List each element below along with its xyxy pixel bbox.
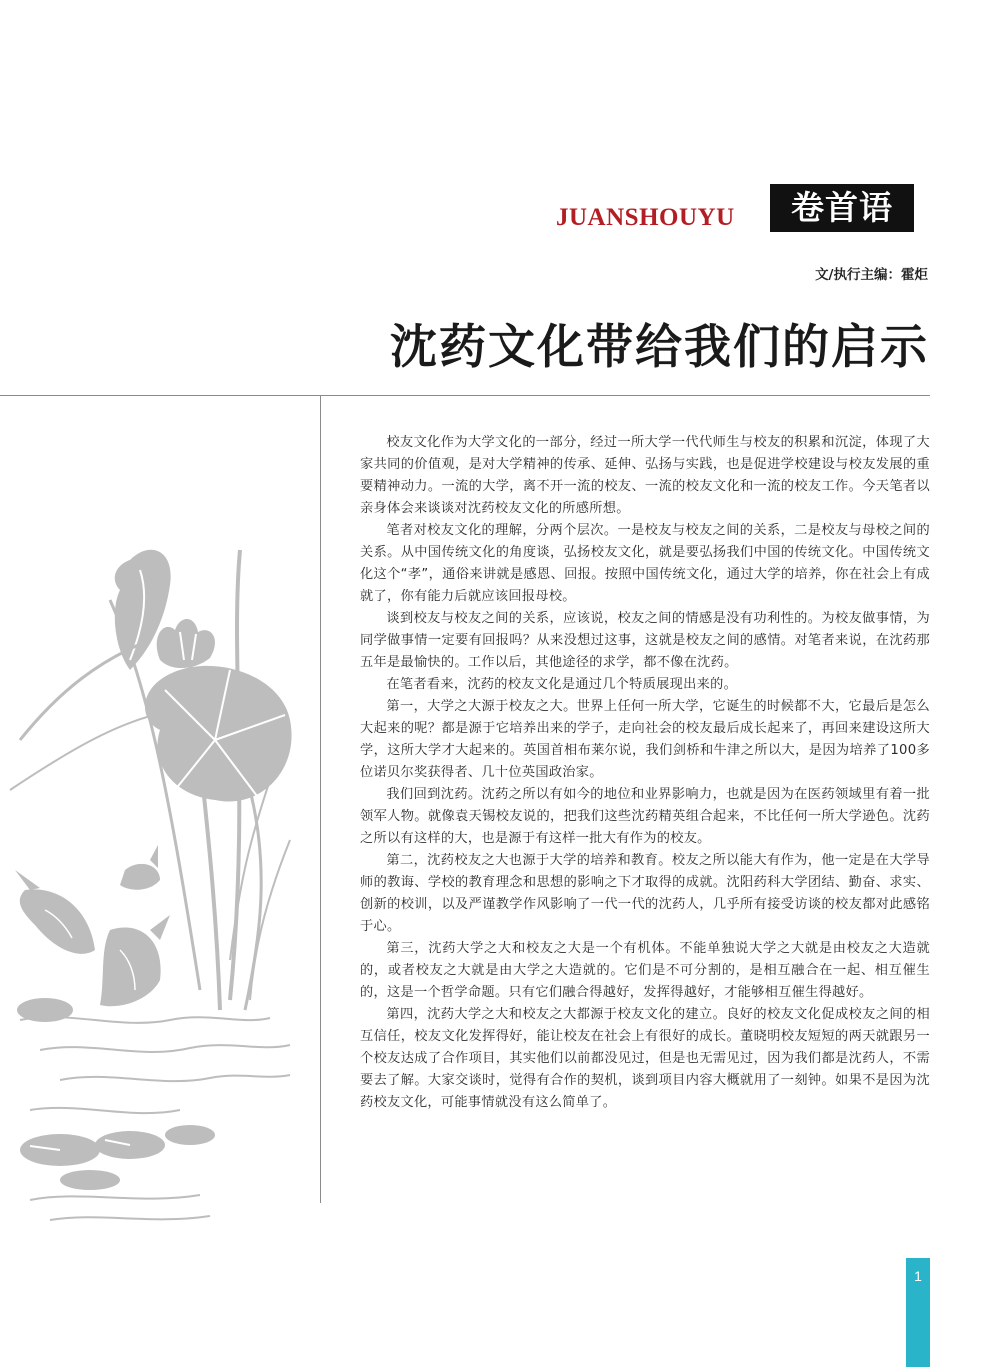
article-body xyxy=(360,432,930,1114)
paragraph-1: 校友文化作为大学文化的一部分，经过一所大学一代代师生与校友的积累和沉淀，体现了大家共同的价值观，是对大学精神的传承、延伸、弘扬与实践，也是促进学校建设与校友发展的重要精神动力。一流的大学，离不开一流的校友、一流的校友文化和一流的校友工作。今天笔者以亲身体会来谈谈对沈药校友文化的所感所想。 xyxy=(360,435,930,516)
paragraph-3: 谈到校友与校友之间的关系，应该说，校友之间的情感是没有功利性的。为校友做事情，为同学做事情一定要有回报吗？从来没想过这事，这就是校友之间的感情。对笔者来说，在沈药那五年是最愉快的。工作以后，其他途径的求学，都不像在沈药。 xyxy=(360,611,930,670)
paragraph-7: 第二，沈药校友之大也源于大学的培养和教育。校友之所以能大有作为，他一定是在大学导师的教诲、学校的教育理念和思想的影响之下才取得的成就。沈阳药科大学团结、勤奋、求实、创新的校训，以及严谨教学作风影响了一代一代的沈药人，几乎所有接受访谈的校友都对此感铭于心。 xyxy=(360,853,930,934)
article-title: 沈药文化带给我们的启示 xyxy=(390,320,929,375)
paragraph-4: 在笔者看来，沈药的校友文化是通过几个特质展现出来的。 xyxy=(386,677,738,692)
paragraph-8: 第三，沈药大学之大和校友之大是一个有机体。不能单独说大学之大就是由校友之大造就的，或者校友之大就是由大学之大造就的。它们是不可分割的，是相互融合在一起、相互催生的，这是一个哲学命题。只有它们融合得越好，发挥得越好，才能够相互催生得越好。 xyxy=(360,941,930,1000)
author-line: 文/执行主编：霍炬 xyxy=(815,267,928,283)
vertical-divider xyxy=(320,395,321,1203)
paragraph-6: 我们回到沈药。沈药之所以有如今的地位和业界影响力，也就是因为在医药领域里有着一批领军人物。就像袁天锡校友说的，把我们这些沈药精英组合起来，不比任何一所大学逊色。沈药之所以有这样的大，也是源于有这样一批大有作为的校友。 xyxy=(360,787,930,846)
lotus-koi-illustration xyxy=(0,540,318,1240)
column-name-box: 卷首语 xyxy=(770,184,914,232)
horizontal-divider xyxy=(0,395,930,396)
page-tab xyxy=(906,1258,930,1367)
paragraph-2: 笔者对校友文化的理解，分两个层次。一是校友与校友之间的关系，二是校友与母校之间的关系。从中国传统文化的角度谈，弘扬校友文化，就是要弘扬我们中国的传统文化。中国传统文化这个“孝”，通俗来讲就是感恩、回报。按照中国传统文化，通过大学的培养，你在社会上有成就了，你有能力后就应该回报母校。 xyxy=(360,523,930,604)
paragraph-9: 第四，沈药大学之大和校友之大都源于校友文化的建立。良好的校友文化促成校友之间的相互信任，校友文化发挥得好，能让校友在社会上有很好的成长。董晓明校友短短的两天就跟另一个校友达成了合作项目，其实他们以前都没见过，但是也无需见过，因为我们都是沈药人，不需要去了解。大家交谈时，觉得有合作的契机，谈到项目内容大概就用了一刻钟。如果不是因为沈药校友文化，可能事情就没有这么简单了。 xyxy=(360,1007,930,1110)
page-number: 1 xyxy=(914,1268,922,1284)
column-header xyxy=(556,184,918,232)
paragraph-5: 第一，大学之大源于校友之大。世界上任何一所大学，它诞生的时候都不大，它最后是怎么大起来的呢？都是源于它培养出来的学子，走向社会的校友最后成长起来了，再回来建设这所大学，这所大学才大起来的。英国首相布莱尔说，我们剑桥和牛津之所以大，是因为培养了100多位诺贝尔奖获得者、几十位英国政治家。 xyxy=(360,699,930,780)
column-latin-name: JUANSHOUYU xyxy=(556,204,735,231)
